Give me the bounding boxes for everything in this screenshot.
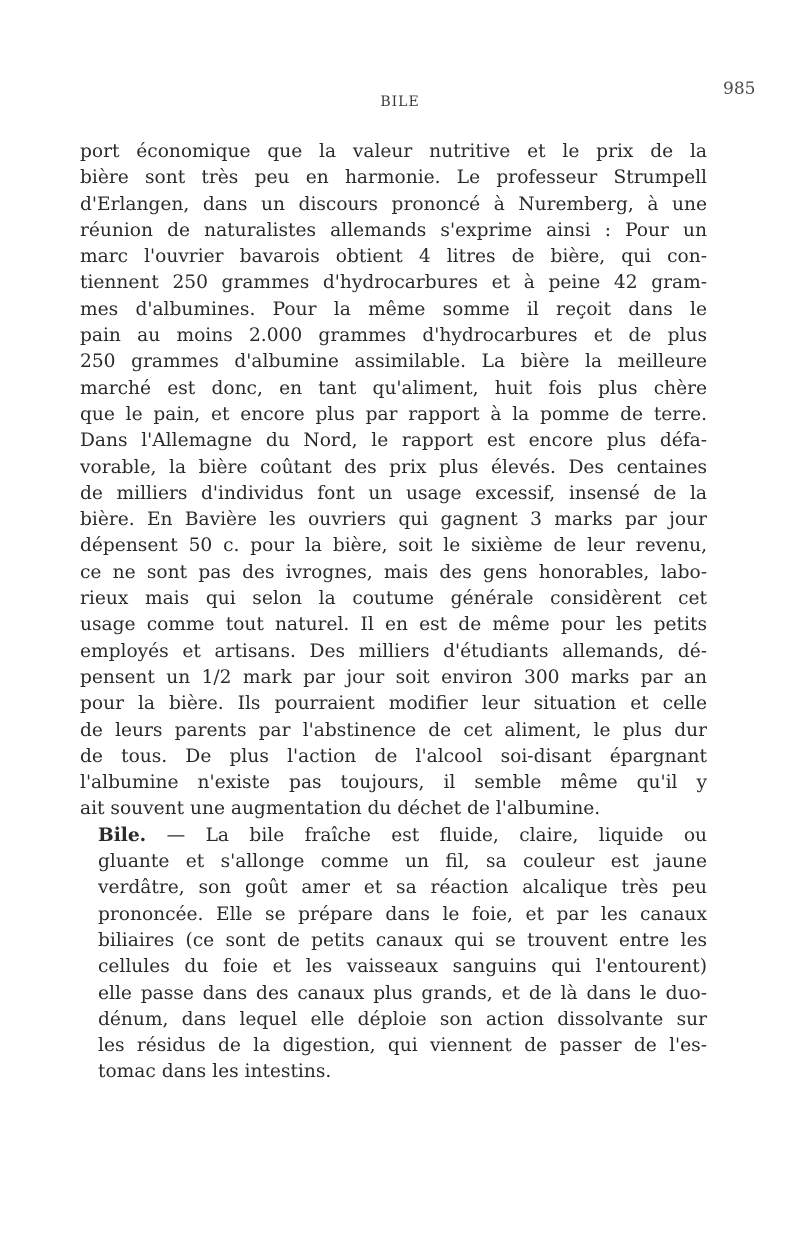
- text-line: gluante et s'allonge comme un fil, sa couleur est jaune: [98, 851, 707, 873]
- paragraph-2: [80, 823, 707, 1086]
- text-line: vorable, la bière coûtant des prix plus élevés. Des centaines: [80, 456, 707, 478]
- text-line: rieux mais qui selon la coutume générale considèrent cet: [80, 588, 707, 610]
- text-line: usage comme tout naturel. Il en est de même pour les petits: [80, 614, 707, 636]
- page-number: 985: [723, 79, 756, 99]
- text-line: mes d'albumines. Pour la même somme il reçoit dans le: [80, 298, 707, 320]
- body-text: [80, 139, 707, 1086]
- text-line: l'albumine n'existe pas toujours, il semble même qu'il y: [80, 772, 707, 794]
- text-line: tomac dans les intestins.: [98, 1061, 332, 1083]
- text-line: Dans l'Allemagne du Nord, le rapport est encore plus défa-: [80, 430, 707, 452]
- text-line: biliaires (ce sont de petits canaux qui se trouvent entre les: [98, 929, 707, 951]
- text-line: marc l'ouvrier bavarois obtient 4 litres de bière, qui con-: [80, 246, 707, 268]
- text-line: verdâtre, son goût amer et sa réaction alcalique très peu: [98, 877, 707, 899]
- text-line: les résidus de la digestion, qui viennent de passer de l'es-: [98, 1035, 707, 1057]
- text-line: port économique que la valeur nutritive et le prix de la: [80, 141, 707, 162]
- text-line: pain au moins 2.000 grammes d'hydrocarbures et de plus: [80, 325, 707, 347]
- text-line: ce ne sont pas des ivrognes, mais des gens honorables, labo-: [80, 561, 707, 583]
- text-line: de tous. De plus l'action de l'alcool soi-disant épargnant: [80, 745, 707, 767]
- text-line: ait souvent une augmentation du déchet de l'albumine.: [80, 798, 601, 820]
- text-line: elle passe dans des canaux plus grands, et de là dans le duo-: [98, 982, 707, 1004]
- text-line: pour la bière. Ils pourraient modifier leur situation et celle: [80, 693, 707, 715]
- text-line: dénum, dans lequel elle déploie son action dissolvante sur: [98, 1008, 707, 1030]
- running-head: BILE: [380, 94, 420, 110]
- text-line: tiennent 250 grammes d'hydrocarbures et à peine 42 gram-: [80, 272, 707, 294]
- text-line: marché est donc, en tant qu'aliment, huit fois plus chère: [80, 377, 707, 399]
- text-line: cellules du foie et les vaisseaux sanguins qui l'entourent): [98, 956, 707, 978]
- section-heading-bile: Bile.: [98, 824, 147, 846]
- text-fragment: — La bile fraîche est fluide, claire, liquide ou: [166, 824, 707, 846]
- text-line: 250 grammes d'albumine assimilable. La bière la meilleure: [80, 351, 707, 373]
- text-line: employés et artisans. Des milliers d'étudiants allemands, dé-: [80, 640, 707, 662]
- text-line: prononcée. Elle se prépare dans le foie, et par les canaux: [98, 903, 707, 925]
- text-line: dépensent 50 c. pour la bière, soit le sixième de leur revenu,: [80, 535, 707, 557]
- paragraph-1: [80, 139, 707, 823]
- text-line: de leurs parents par l'abstinence de cet aliment, le plus dur: [80, 719, 707, 741]
- text-line: que le pain, et encore plus par rapport à la pomme de terre.: [80, 403, 707, 425]
- text-line: d'Erlangen, dans un discours prononcé à Nuremberg, à une: [80, 193, 707, 215]
- text-line: bière. En Bavière les ouvriers qui gagnent 3 marks par jour: [80, 509, 707, 531]
- text-line: bière sont très peu en harmonie. Le professeur Strumpell: [80, 167, 707, 189]
- text-line: [80, 823, 707, 849]
- text-line: réunion de naturalistes allemands s'exprime ainsi : Pour un: [80, 219, 707, 241]
- text-line: pensent un 1/2 mark par jour soit environ 300 marks par an: [80, 666, 707, 688]
- text-line: de milliers d'individus font un usage excessif, insensé de la: [80, 482, 707, 504]
